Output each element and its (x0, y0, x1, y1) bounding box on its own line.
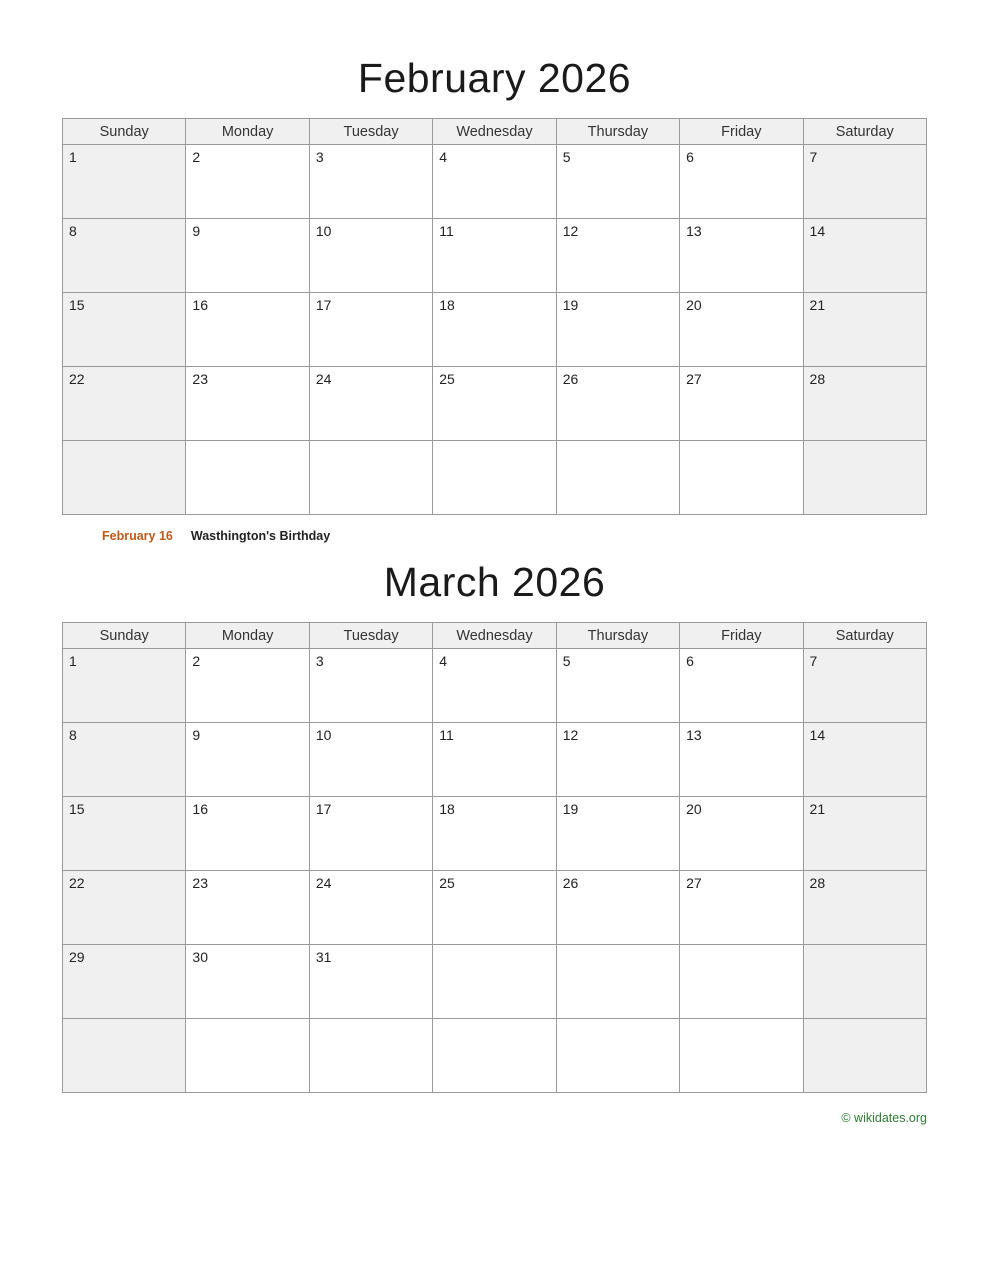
day-cell[interactable] (680, 219, 803, 293)
day-cell[interactable] (186, 871, 309, 945)
weekday-header-thursday: Thursday (556, 119, 679, 145)
day-number: 10 (315, 727, 332, 743)
day-cell-empty[interactable] (433, 1019, 556, 1093)
day-number: 22 (69, 371, 85, 387)
weekday-header-sunday: Sunday (63, 119, 186, 145)
day-number: 12 (562, 727, 579, 743)
day-number: 16 (192, 297, 208, 313)
day-cell[interactable] (803, 649, 926, 723)
day-cell[interactable] (63, 871, 186, 945)
day-cell[interactable] (309, 797, 432, 871)
day-cell-empty[interactable] (186, 1019, 309, 1093)
february-title-wrap (0, 0, 989, 118)
day-number: 23 (192, 371, 208, 387)
calendar-week-row (63, 293, 927, 367)
day-cell-empty[interactable] (556, 441, 679, 515)
calendar-table-february (62, 118, 927, 515)
day-cell[interactable] (63, 219, 186, 293)
day-cell[interactable] (63, 797, 186, 871)
day-number: 17 (315, 297, 332, 313)
day-number: 7 (809, 653, 818, 669)
day-cell[interactable] (309, 367, 432, 441)
day-cell-empty[interactable] (309, 1019, 432, 1093)
day-cell[interactable] (433, 871, 556, 945)
day-number: 18 (439, 801, 455, 817)
day-number (63, 1019, 185, 1024)
day-cell[interactable] (803, 367, 926, 441)
day-cell-empty[interactable] (680, 1019, 803, 1093)
weekday-header-friday: Friday (680, 623, 803, 649)
day-number: 11 (439, 727, 454, 743)
day-cell[interactable] (433, 145, 556, 219)
day-number (433, 441, 555, 446)
day-number: 20 (686, 801, 702, 817)
day-number: 12 (562, 223, 579, 239)
day-number: 1 (69, 149, 77, 165)
day-cell[interactable] (309, 871, 432, 945)
day-cell[interactable] (556, 649, 679, 723)
day-cell-empty[interactable] (680, 945, 803, 1019)
day-number: 2 (192, 149, 201, 165)
day-cell[interactable] (803, 797, 926, 871)
day-cell[interactable] (803, 723, 926, 797)
day-cell[interactable] (63, 293, 186, 367)
weekday-header-thursday: Thursday (556, 623, 679, 649)
day-number: 25 (439, 875, 455, 891)
weekday-header-sunday: Sunday (63, 623, 186, 649)
day-cell[interactable] (186, 649, 309, 723)
day-cell[interactable] (63, 367, 186, 441)
day-cell[interactable] (309, 293, 432, 367)
day-number: 20 (686, 297, 702, 313)
day-number: 26 (562, 875, 579, 891)
day-number: 14 (809, 727, 826, 743)
day-cell[interactable] (433, 293, 556, 367)
day-cell[interactable] (803, 871, 926, 945)
day-cell[interactable] (433, 219, 556, 293)
day-cell[interactable] (186, 145, 309, 219)
day-cell[interactable] (556, 723, 679, 797)
day-number (433, 945, 555, 950)
weekday-header-wednesday: Wednesday (433, 623, 556, 649)
day-number: 13 (686, 727, 702, 743)
day-number (680, 1019, 802, 1024)
site-credit[interactable]: © wikidates.org (841, 1111, 927, 1125)
day-cell[interactable] (63, 723, 186, 797)
day-cell-empty[interactable] (309, 441, 432, 515)
day-number (557, 441, 679, 446)
day-number: 3 (315, 149, 324, 165)
day-number: 4 (439, 653, 448, 669)
day-number: 4 (439, 149, 448, 165)
day-number: 5 (562, 653, 571, 669)
day-number: 28 (809, 371, 826, 387)
day-cell-empty[interactable] (186, 441, 309, 515)
day-cell[interactable] (680, 145, 803, 219)
day-cell[interactable] (433, 367, 556, 441)
day-cell-empty[interactable] (433, 441, 556, 515)
day-number: 11 (439, 223, 454, 239)
calendar-week-row (63, 723, 927, 797)
day-cell[interactable] (186, 723, 309, 797)
day-number (680, 945, 802, 950)
day-number: 15 (69, 801, 85, 817)
day-number: 27 (686, 371, 702, 387)
day-cell[interactable] (433, 797, 556, 871)
day-number: 3 (315, 653, 324, 669)
calendar-week-row (63, 871, 927, 945)
day-cell-empty[interactable] (433, 945, 556, 1019)
calendar-week-row (63, 1019, 927, 1093)
day-cell[interactable] (309, 723, 432, 797)
day-cell-empty[interactable] (803, 441, 926, 515)
day-number: 24 (315, 371, 332, 387)
day-cell[interactable] (186, 945, 309, 1019)
day-cell-empty[interactable] (803, 945, 926, 1019)
day-number: 10 (315, 223, 332, 239)
weekday-header-wednesday: Wednesday (433, 119, 556, 145)
day-number (433, 1019, 555, 1024)
weekday-header-saturday: Saturday (803, 119, 926, 145)
day-cell[interactable] (556, 367, 679, 441)
day-number: 8 (69, 223, 77, 239)
day-cell[interactable] (309, 145, 432, 219)
day-number (186, 1019, 308, 1024)
day-cell[interactable] (433, 723, 556, 797)
weekday-header-monday: Monday (186, 119, 309, 145)
day-number: 1 (69, 653, 77, 669)
day-cell[interactable] (186, 367, 309, 441)
march-title-wrap (0, 543, 989, 622)
day-number (557, 945, 679, 950)
day-cell[interactable] (680, 723, 803, 797)
day-number: 28 (809, 875, 826, 891)
day-number: 26 (562, 371, 579, 387)
day-number: 19 (562, 801, 579, 817)
day-cell[interactable] (309, 945, 432, 1019)
month-block-march (0, 543, 989, 1093)
day-cell-empty[interactable] (556, 945, 679, 1019)
day-number: 15 (69, 297, 85, 313)
month-block-february (0, 0, 989, 543)
day-number: 8 (69, 727, 77, 743)
weekday-header-tuesday: Tuesday (309, 623, 432, 649)
day-number: 2 (192, 653, 201, 669)
day-number (680, 441, 802, 446)
day-cell[interactable] (63, 145, 186, 219)
day-number (804, 945, 926, 950)
day-cell[interactable] (803, 145, 926, 219)
weekday-header-monday: Monday (186, 623, 309, 649)
footer (62, 1093, 927, 1125)
day-cell-empty[interactable] (680, 441, 803, 515)
day-number (310, 1019, 432, 1024)
day-cell[interactable] (556, 145, 679, 219)
day-cell[interactable] (556, 871, 679, 945)
calendar-week-row (63, 797, 927, 871)
day-number: 16 (192, 801, 208, 817)
day-cell[interactable] (680, 293, 803, 367)
day-cell-empty[interactable] (803, 1019, 926, 1093)
weekday-header-row (63, 623, 927, 649)
day-cell[interactable] (186, 797, 309, 871)
day-cell[interactable] (433, 649, 556, 723)
day-number: 13 (686, 223, 702, 239)
day-number (63, 441, 185, 446)
day-cell[interactable] (680, 797, 803, 871)
day-cell[interactable] (556, 219, 679, 293)
day-number: 21 (809, 801, 826, 817)
holiday-name: Wasthington's Birthday (190, 529, 331, 543)
calendar-week-row (63, 145, 927, 219)
day-cell-empty[interactable] (63, 1019, 186, 1093)
calendar-table-march (62, 622, 927, 1093)
holiday-date: February 16 (102, 529, 173, 543)
day-number: 30 (192, 949, 208, 965)
day-cell[interactable] (803, 293, 926, 367)
day-cell[interactable] (680, 367, 803, 441)
day-cell[interactable] (186, 219, 309, 293)
weekday-header-tuesday: Tuesday (309, 119, 432, 145)
day-cell[interactable] (63, 945, 186, 1019)
day-number (557, 1019, 679, 1024)
day-cell[interactable] (309, 649, 432, 723)
day-number: 25 (439, 371, 455, 387)
day-cell[interactable] (680, 649, 803, 723)
day-number (186, 441, 308, 446)
day-number: 24 (315, 875, 332, 891)
calendar-week-row (63, 441, 927, 515)
day-cell[interactable] (803, 219, 926, 293)
day-cell-empty[interactable] (556, 1019, 679, 1093)
day-number: 17 (315, 801, 332, 817)
day-number: 6 (686, 653, 694, 669)
day-number: 29 (69, 949, 85, 965)
day-number: 5 (562, 149, 571, 165)
day-cell[interactable] (186, 293, 309, 367)
day-number: 21 (809, 297, 826, 313)
weekday-header-saturday: Saturday (803, 623, 926, 649)
day-cell-empty[interactable] (63, 441, 186, 515)
day-number (804, 441, 926, 446)
page-title-february: February 2026 (357, 55, 632, 101)
day-number: 22 (69, 875, 85, 891)
weekday-header-friday: Friday (680, 119, 803, 145)
day-number: 9 (192, 727, 201, 743)
calendar-week-row (63, 945, 927, 1019)
day-number: 6 (686, 149, 694, 165)
day-cell[interactable] (309, 219, 432, 293)
day-number: 9 (192, 223, 201, 239)
day-number (804, 1019, 926, 1024)
calendar-week-row (63, 367, 927, 441)
day-cell[interactable] (63, 649, 186, 723)
holiday-list-february (62, 515, 927, 543)
day-number: 31 (315, 949, 332, 965)
day-number: 7 (809, 149, 818, 165)
day-number: 18 (439, 297, 455, 313)
day-number (310, 441, 432, 446)
day-number: 23 (192, 875, 208, 891)
day-number: 14 (809, 223, 826, 239)
day-cell[interactable] (680, 871, 803, 945)
calendar-week-row (63, 649, 927, 723)
day-cell[interactable] (556, 293, 679, 367)
weekday-header-row (63, 119, 927, 145)
page-title-march: March 2026 (383, 559, 606, 605)
calendar-week-row (63, 219, 927, 293)
day-cell[interactable] (556, 797, 679, 871)
day-number: 27 (686, 875, 702, 891)
day-number: 19 (562, 297, 579, 313)
